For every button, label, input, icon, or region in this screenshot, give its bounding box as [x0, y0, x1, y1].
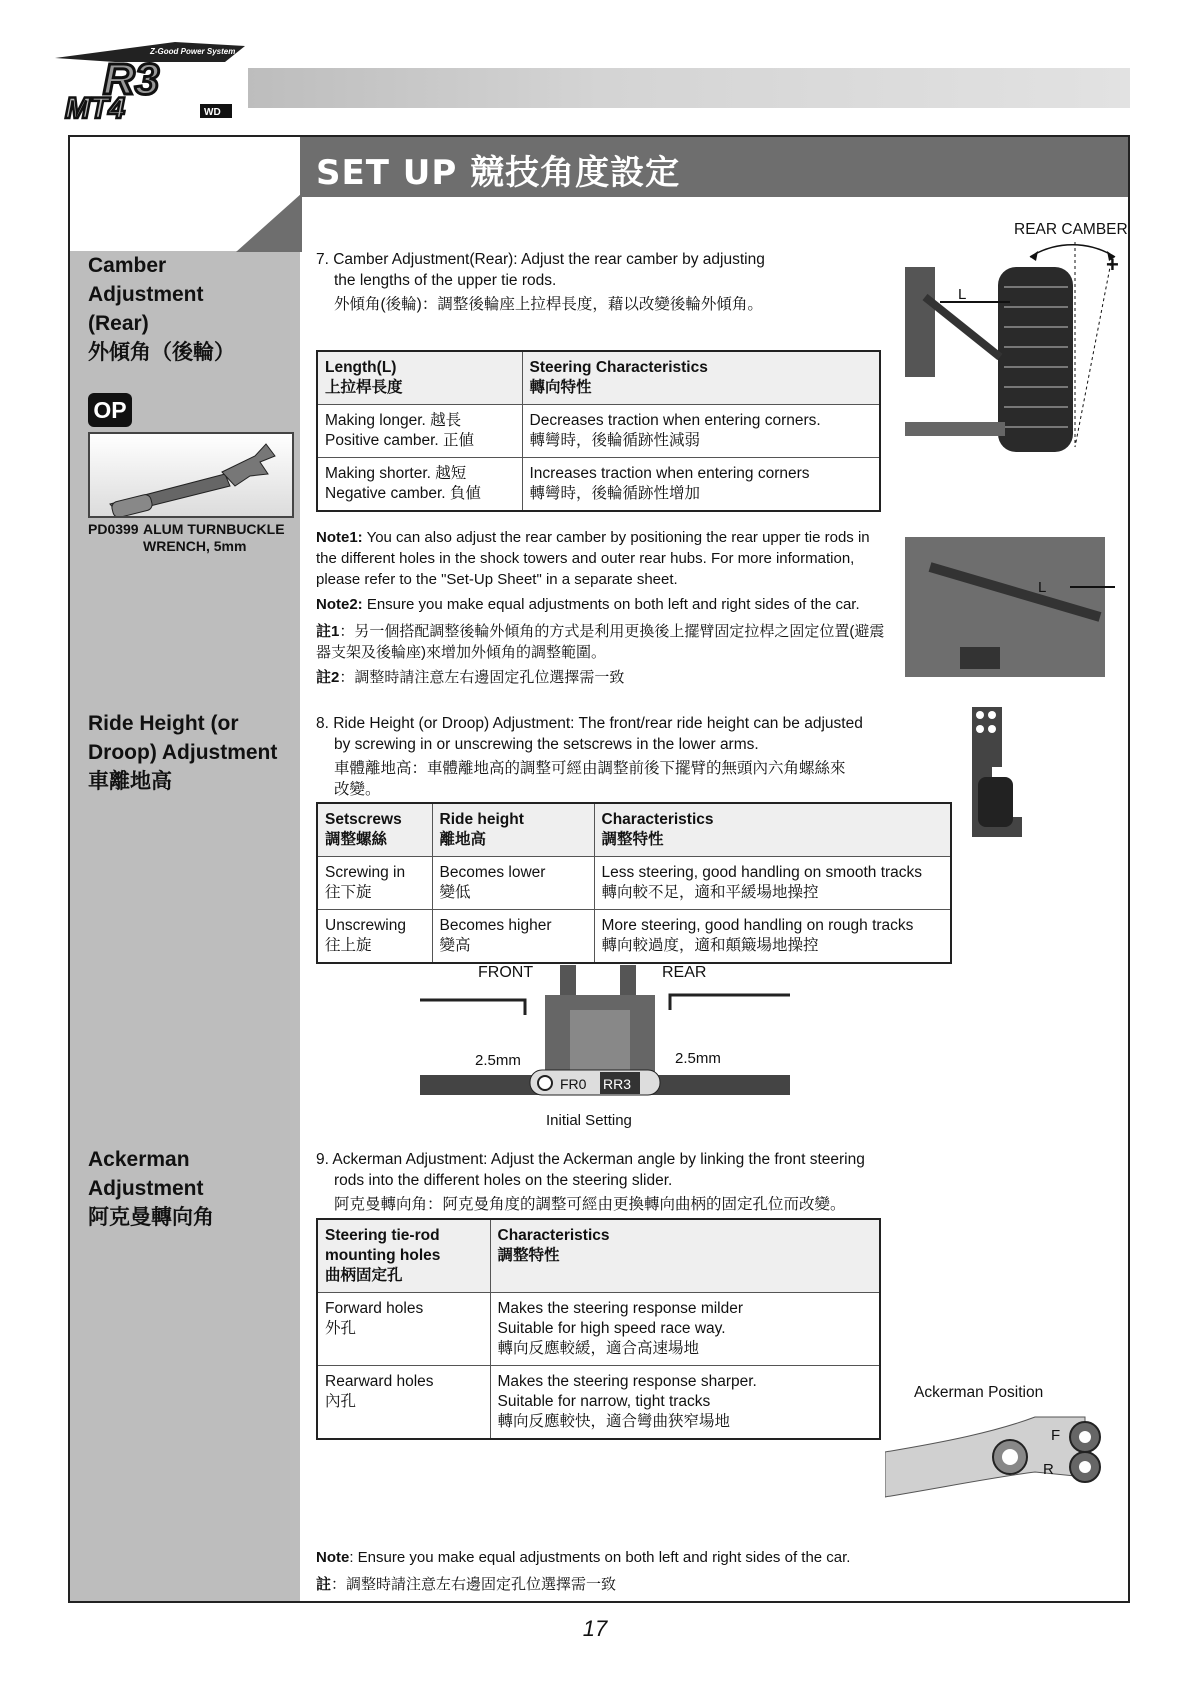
table-row: Making longer. 越長 Positive camber. 正値 Decreases traction when entering corners. 轉彎時，後輪循跡性減弱 [317, 405, 880, 458]
right-mm-label: 2.5mm [675, 1050, 721, 1067]
ride-step: 8. Ride Height (or Droop) Adjustment: The front/rear ride height can be adjusted by screwing in or unscrewing the setscrews in the lower arms. 車體離地高：車體離地高的調整可經由調整前後下擺臂的無頭內六角螺絲來 改變。 [316, 715, 863, 798]
ackerman-heading: Ackerman Adjustment 阿克曼轉向角 [88, 1148, 214, 1229]
ackerman-notes: Note: Ensure you make equal adjustments on both left and right sides of the car. 註：調整時請注意左右邊固定孔位選擇需一致 [316, 1549, 851, 1593]
rear-camber-label: REAR CAMBER [1014, 221, 1128, 238]
table-header: Steering Characteristics 轉向特性 [522, 351, 880, 405]
op-badge: OP [88, 393, 132, 427]
camber-step: 7. Camber Adjustment(Rear): Adjust the rear camber by adjusting the lengths of the upper tie rods. 外傾角(後輪)：調整後輪座上拉桿長度，藉以改變後輪外傾角。 [316, 251, 765, 313]
rr-label: RR3 [603, 1076, 632, 1092]
ride-height-heading: Ride Height (or Droop) Adjustment 車離地高 [88, 712, 278, 793]
page-number: 17 [582, 1616, 608, 1641]
ride-height-figure [420, 955, 820, 1130]
svg-text:L: L [1038, 579, 1047, 596]
brand-logo [55, 40, 245, 125]
table-row: Screwing in 往下旋 Becomes lower 變低 Less steering, good handling on smooth tracks 轉向較不足，適和平緩場地操控 [317, 857, 951, 910]
ackerman-f-label: F [1051, 1427, 1061, 1444]
logo-small-text: Z-Good Power System [150, 47, 236, 56]
fr-label: FR0 [560, 1076, 587, 1092]
rear-label: REAR [662, 964, 707, 981]
ackerman-position-label: Ackerman Position [914, 1384, 1044, 1401]
svg-text:+: + [1106, 252, 1119, 277]
ackerman-figure [885, 1402, 1125, 1512]
ackerman-table: Steering tie-rod mounting holes 曲柄固定孔 Characteristics 調整特性 Forward holes 外孔 Makes the steering response milder Suitable for high speed race way. 轉向反應較緩，適合高速場地 Rearward holes 內孔 Makes the steering response sharper. Suitable for narrow, tight tracks 轉向反應較快，適合彎曲狹窄場地 [316, 1218, 881, 1440]
header-bar [248, 68, 1130, 108]
camber-notes: Note1: You can also adjust the rear camber by positioning the rear upper tie rods in the different holes in the shock towers and outer rear hubs. For more information, please refer to the "Set-Up Sheet" in a separate sheet. Note2: Ensure you make equal adjustments on both left and right sides of the car. 註1：另一個搭配調整後輪外傾角的方式是利用更換後上擺臂固定拉桿之固定位置(避震器支架及後輪座)來增加外傾角的調整範圍。 註2：調整時請注意左右邊固定孔位選擇需一致 [316, 529, 885, 686]
table-row: Making shorter. 越短 Negative camber. 負値 Increases traction when entering corners 轉彎時，後輪循跡性增加 [317, 458, 880, 512]
camber-table [316, 350, 881, 512]
wrench-icon [90, 434, 292, 516]
logo-brand-text: R3 [103, 55, 160, 104]
page-title: SET UP 競技角度設定 [316, 153, 681, 193]
rear-camber-figure [900, 237, 1125, 887]
logo-suffix-text: WD [204, 107, 221, 118]
ride-table: Setscrews 調整螺絲 Ride height 離地高 Characteristics 調整特性 Screwing in 往下旋 Becomes lower 變低 Less steering, good handling on smooth tracks 轉向較不足，適和平緩場地操控 Unscrewing 往上旋 Becomes higher 變高 More steering, good handling on rough tracks 轉向較過度，適和顛簸場地操控 [316, 802, 952, 964]
table-row: Unscrewing 往上旋 Becomes higher 變高 More steering, good handling on rough tracks 轉向較過度，適和顛簸場地操控 [317, 910, 951, 964]
front-label: FRONT [478, 964, 534, 981]
setup-panel [68, 135, 1130, 1603]
camber-heading: Camber Adjustment (Rear) 外傾角（後輪） [88, 254, 235, 364]
logo-model-text: MT4 [65, 92, 125, 125]
table-header: Length(L) 上拉桿長度 [317, 351, 522, 405]
left-mm-label: 2.5mm [475, 1052, 521, 1069]
wrench-image [88, 432, 294, 518]
table-row: Forward holes 外孔 Makes the steering response milder Suitable for high speed race way. 轉向反應較緩，適合高速場地 [317, 1293, 880, 1366]
ackerman-r-label: R [1043, 1461, 1054, 1478]
table-row: Rearward holes 內孔 Makes the steering response sharper. Suitable for narrow, tight tracks 轉向反應較快，適合彎曲狹窄場地 [317, 1366, 880, 1440]
wrench-label: PD0399 ALUM TURNBUCKLE WRENCH, 5mm [88, 521, 285, 554]
initial-setting-caption: Initial Setting [546, 1112, 632, 1129]
svg-text:L: L [958, 286, 967, 303]
ackerman-step: 9. Ackerman Adjustment: Adjust the Ackerman angle by linking the front steering rods into the different holes on the steering slider. 阿克曼轉向角：阿克曼角度的調整可經由更換轉向曲柄的固定孔位而改變。 [316, 1151, 865, 1213]
